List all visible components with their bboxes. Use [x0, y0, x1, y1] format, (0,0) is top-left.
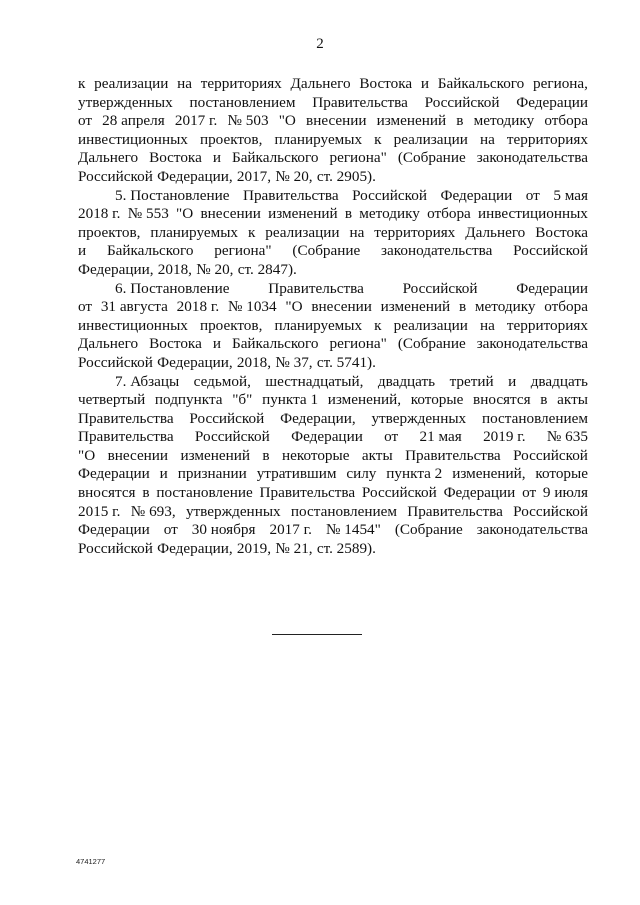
text-word: ст. 5741).	[316, 353, 376, 371]
text-word: Российской	[78, 539, 153, 557]
text-word: реализации	[393, 130, 468, 148]
text-line	[78, 373, 588, 392]
text-word: 21 мая	[419, 428, 462, 446]
text-word: Российской	[78, 353, 153, 371]
text-line	[78, 503, 588, 522]
text-word: изменений	[268, 205, 338, 223]
text-word: (Собрание	[394, 521, 463, 539]
text-word: 2019 г.	[483, 428, 526, 446]
text-word: четвертый	[78, 391, 146, 409]
text-word: отбора	[544, 112, 588, 130]
text-word: которые	[535, 465, 588, 483]
text-word: региона"	[214, 242, 272, 260]
text-line	[78, 521, 588, 540]
text-word: утвержденных	[371, 409, 467, 427]
text-word: 2019,	[236, 539, 272, 557]
text-word: Байкальского	[437, 75, 525, 92]
text-word: Российской	[513, 242, 588, 260]
text-line	[78, 261, 588, 280]
text-word: и	[420, 75, 429, 92]
text-word: (Собрание	[292, 242, 361, 260]
text-word: внесении	[107, 446, 169, 464]
text-word: 30 ноября	[191, 521, 256, 539]
text-word: к	[78, 75, 86, 92]
text-word: Российской	[352, 186, 427, 204]
text-word: Федерации,	[157, 167, 233, 185]
text-word: от	[384, 428, 399, 446]
text-word: территориях	[506, 130, 588, 148]
text-word: внесении	[311, 298, 372, 316]
text-word: двадцать	[377, 372, 436, 390]
text-word: Федерации,	[157, 539, 233, 557]
text-word: 2017,	[236, 167, 272, 185]
text-word: Правительства	[242, 186, 339, 204]
text-word: третий	[449, 372, 494, 390]
text-line	[78, 242, 588, 261]
text-word: Правительства	[78, 409, 174, 427]
text-word: вносятся	[78, 484, 136, 502]
text-word: Российской	[361, 484, 437, 502]
text-word: которые	[410, 391, 464, 409]
text-word: Российской	[78, 167, 153, 185]
text-line	[78, 187, 588, 206]
text-word: к	[374, 316, 382, 334]
text-word: Правительства	[259, 484, 356, 502]
text-line	[78, 149, 588, 168]
text-line	[78, 540, 588, 559]
text-word: Дальнего	[78, 149, 139, 167]
text-word: в	[142, 484, 150, 502]
text-word: законодательства	[476, 521, 588, 539]
text-word: Федерации	[78, 465, 150, 483]
text-word: реализации	[94, 75, 169, 92]
text-word: на	[349, 223, 365, 241]
text-word: методику	[474, 298, 536, 316]
text-word: в	[456, 112, 464, 130]
text-word: в	[540, 391, 548, 409]
text-word: проектов,	[78, 223, 141, 241]
text-word: Востока	[149, 149, 202, 167]
text-word: изменений,	[452, 465, 526, 483]
text-word: постановлением	[481, 409, 588, 427]
text-word: 2018 г.	[78, 205, 121, 223]
text-word: акты	[557, 391, 588, 409]
text-word: планируемых	[274, 130, 363, 148]
text-word: проектов,	[199, 130, 263, 148]
text-word: Федерации	[516, 93, 588, 111]
text-word: Дальнего	[78, 335, 139, 353]
text-word: и	[159, 465, 168, 483]
text-word: № 21,	[275, 539, 313, 557]
text-word: Российской	[402, 279, 478, 297]
text-word: и	[212, 335, 221, 353]
text-word: Российской	[513, 446, 588, 464]
text-word: 31 августа	[100, 298, 168, 316]
text-word: № 553	[127, 205, 169, 223]
text-word: от	[163, 521, 178, 539]
text-word: реализации	[265, 223, 340, 241]
text-word: проектов,	[199, 316, 263, 334]
document-body	[78, 75, 588, 558]
document-id: 4741277	[76, 857, 106, 866]
text-line	[78, 280, 588, 299]
text-word: "б"	[232, 391, 253, 409]
text-word: в	[262, 446, 270, 464]
text-line	[78, 484, 588, 503]
text-line	[78, 205, 588, 224]
text-line	[78, 447, 588, 466]
text-word: Федерации,	[157, 353, 233, 371]
text-word: в	[344, 205, 353, 223]
text-word: постановлением	[189, 93, 296, 111]
text-word: двадцать	[530, 372, 588, 390]
text-word: № 20,	[196, 260, 234, 278]
text-word: Байкальского	[106, 242, 194, 260]
text-word: от	[78, 298, 93, 316]
text-word: Федерации	[78, 521, 150, 539]
text-word: отбора	[427, 205, 471, 223]
text-word: Российской	[424, 93, 500, 111]
text-line	[78, 112, 588, 131]
text-word: признании	[177, 465, 247, 483]
text-word: от	[78, 112, 93, 130]
text-word: пункта 1	[262, 391, 319, 409]
text-line	[78, 75, 588, 94]
text-word: № 635	[546, 428, 588, 446]
text-word: территориях	[200, 75, 282, 92]
text-word: 2018 г.	[176, 298, 220, 316]
text-word: территориях	[506, 316, 588, 334]
text-word: Федерации	[516, 279, 588, 297]
text-word: Дальнего	[290, 75, 351, 92]
text-word: внесении	[200, 205, 261, 223]
text-word: Правительства	[407, 502, 503, 520]
text-word: № 37,	[275, 353, 313, 371]
text-word: ст. 2847).	[237, 260, 297, 278]
text-word: 2018,	[157, 260, 192, 278]
text-word: "О	[285, 298, 303, 316]
text-word: утвержденных	[185, 502, 281, 520]
text-word: 2017 г.	[174, 112, 218, 130]
text-word: постановление	[156, 484, 253, 502]
text-word: № 20,	[275, 167, 313, 185]
text-word: 9 июля	[542, 484, 588, 502]
text-word: Востока	[359, 75, 413, 92]
text-line	[78, 354, 588, 373]
text-word: Правительства	[405, 446, 501, 464]
text-word: внесении	[306, 112, 367, 130]
text-word: № 1454"	[325, 521, 381, 539]
text-word: Правительства	[312, 93, 408, 111]
text-word: изменений	[180, 446, 250, 464]
text-word: акты	[361, 446, 393, 464]
text-word: Востока	[149, 335, 202, 353]
text-word: Байкальского	[231, 149, 319, 167]
text-word: и	[508, 372, 517, 390]
text-word: планируемых	[274, 316, 363, 334]
text-word: утратившим	[256, 465, 337, 483]
text-word: Российской	[194, 428, 270, 446]
text-word: законодательства	[476, 335, 588, 353]
text-word: № 693,	[130, 502, 176, 520]
text-word: подпункта	[154, 391, 223, 409]
text-word: 28 апреля	[102, 112, 165, 130]
text-word: инвестиционных	[478, 205, 588, 223]
text-word: 2015 г.	[78, 502, 121, 520]
text-word: Российской	[513, 502, 588, 520]
text-word: изменений	[376, 112, 447, 130]
text-word: изменений	[380, 298, 451, 316]
text-word: от	[522, 484, 537, 502]
text-word: "О	[78, 446, 96, 464]
text-word: отбора	[544, 298, 588, 316]
text-line	[78, 428, 588, 447]
text-word: Российской	[189, 409, 265, 427]
text-word: планируемых	[150, 223, 238, 241]
text-word: Федерации	[443, 484, 516, 502]
text-word: законодательства	[476, 149, 588, 167]
text-word: 6. Постановление	[115, 279, 230, 297]
text-word: 7. Абзацы	[115, 372, 180, 390]
text-word: от	[525, 186, 540, 204]
text-word: "О	[278, 112, 296, 130]
text-word: инвестиционных	[78, 130, 188, 148]
text-word: региона"	[329, 335, 387, 353]
text-line	[78, 317, 588, 336]
text-word: инвестиционных	[78, 316, 188, 334]
text-word: силу	[346, 465, 377, 483]
text-word: Востока	[535, 223, 588, 241]
text-word: № 1034	[227, 298, 277, 316]
text-word: Федерации	[440, 186, 513, 204]
text-line	[78, 298, 588, 317]
text-word: некоторые	[282, 446, 350, 464]
text-word: № 503	[227, 112, 269, 130]
text-line	[78, 465, 588, 484]
text-word: и	[212, 149, 221, 167]
text-word: седьмой,	[193, 372, 251, 390]
text-word: шестнадцатый,	[265, 372, 364, 390]
text-word: реализации	[393, 316, 468, 334]
text-line	[78, 168, 588, 187]
text-word: "О	[176, 205, 194, 223]
text-word: 5. Постановление	[115, 186, 230, 204]
text-word: пункта 2	[386, 465, 443, 483]
text-word: изменений,	[327, 391, 402, 409]
text-word: к	[247, 223, 256, 241]
text-word: 2018,	[236, 353, 272, 371]
text-word: Байкальского	[231, 335, 319, 353]
text-word: Правительства	[268, 279, 364, 297]
text-word: ст. 2589).	[316, 539, 376, 557]
text-word: и	[78, 242, 87, 260]
text-word: 5 мая	[553, 186, 588, 204]
text-word: Дальнего	[465, 223, 526, 241]
text-word: Правительства	[78, 428, 174, 446]
text-word: методику	[359, 205, 420, 223]
text-word: вносятся	[473, 391, 531, 409]
text-word: утвержденных	[78, 93, 173, 111]
text-line	[78, 335, 588, 354]
text-word: ст. 2905).	[316, 167, 376, 185]
text-word: региона"	[329, 149, 387, 167]
text-word: методику	[473, 112, 535, 130]
text-word: территориях	[374, 223, 456, 241]
text-word: 2017 г.	[269, 521, 312, 539]
text-word: Федерации	[291, 428, 363, 446]
text-word: законодательства	[381, 242, 493, 260]
page-number: 2	[316, 36, 324, 52]
text-line	[78, 224, 588, 243]
end-divider	[272, 634, 362, 635]
text-word: к	[374, 130, 382, 148]
text-line	[78, 410, 588, 429]
text-word: (Собрание	[397, 335, 466, 353]
text-word: в	[458, 298, 467, 316]
text-word: на	[479, 130, 495, 148]
text-word: на	[479, 316, 495, 334]
text-word: Федерации,	[78, 260, 154, 278]
text-word: на	[177, 75, 192, 92]
text-word: постановлением	[290, 502, 397, 520]
text-word: региона,	[533, 75, 588, 92]
text-line	[78, 391, 588, 410]
text-line	[78, 94, 588, 113]
text-word: (Собрание	[397, 149, 466, 167]
text-word: Федерации,	[280, 409, 356, 427]
text-line	[78, 131, 588, 150]
